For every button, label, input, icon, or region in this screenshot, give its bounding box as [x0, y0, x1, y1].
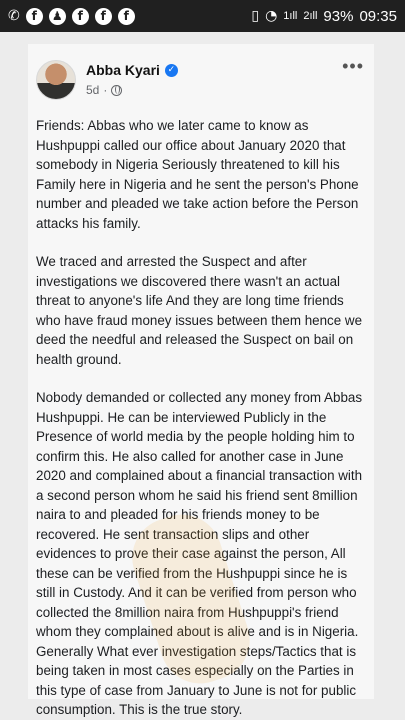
facebook-post [28, 44, 374, 717]
post-paragraph-2: We traced and arrested the Suspect and after investigations we discovered there wasn't an actual threat to anyone's life And they are long time friends who have fraud money issues between them hence we deed the needful and released the Suspect on bail on health ground. [36, 254, 363, 367]
signal-2: 2ıll [303, 10, 318, 22]
status-bar [0, 0, 405, 32]
author-row [86, 62, 178, 78]
avatar[interactable] [36, 60, 76, 100]
wifi-icon: ◔ [265, 8, 278, 24]
system-status [251, 8, 397, 25]
signal-1: 1ıll [283, 10, 298, 22]
post-paragraph-1: Friends: Abbas who we later came to know as Hushpuppi called our office about January 2020 that somebody in Nigeria Seriously threatened to kill his Family here in Nigeria and he sent the person's Phone number and pleaded we take action before the Person attacks his family. [36, 118, 359, 231]
facebook-icon: f [26, 8, 43, 25]
more-options-icon[interactable]: ••• [342, 56, 364, 76]
verified-badge-icon: ✓ [165, 64, 178, 77]
vibrate-icon: ▯ [251, 8, 260, 24]
post-time-row [86, 83, 178, 97]
post-header [28, 44, 374, 114]
facebook-icon: f [72, 8, 89, 25]
post-body [28, 114, 374, 720]
post-time[interactable]: 5d [86, 83, 100, 97]
author-name[interactable]: Abba Kyari [86, 62, 160, 78]
separator: · [103, 83, 108, 97]
battery-level: 93% [323, 7, 354, 25]
facebook-icon: f [118, 8, 135, 25]
person-add-icon: ♟ [49, 8, 66, 25]
globe-icon [111, 85, 122, 96]
notification-icons [8, 8, 135, 25]
facebook-icon: f [95, 8, 112, 25]
post-paragraph-3: Nobody demanded or collected any money from Abbas Hushpuppi. He can be interviewed Publicly in the Presence of world media by the people holding him to confirm this. He also called for another case in June 2020 and complained about a financial transaction with a second person whom he said his friend sent 8million naira to and pleaded for his friends money to be recovered. He sent transaction slips and other evidences to prove their case against the person, All these can be verified from the Hushpuppi since he is still in Custody. And it can be verified from person who collected the 8million naira from Hushpuppi's friend whom they complained about is alive and is in Nigeria. Generally What ever investigation steps/Tactics that is being taken in most cases especially on the Parties in this type of case from January to June is not for public consumption. This is the true story. [36, 390, 363, 717]
clock: 09:35 [359, 7, 397, 25]
post-meta [86, 62, 178, 97]
missed-call-icon: ✆ [8, 8, 20, 24]
